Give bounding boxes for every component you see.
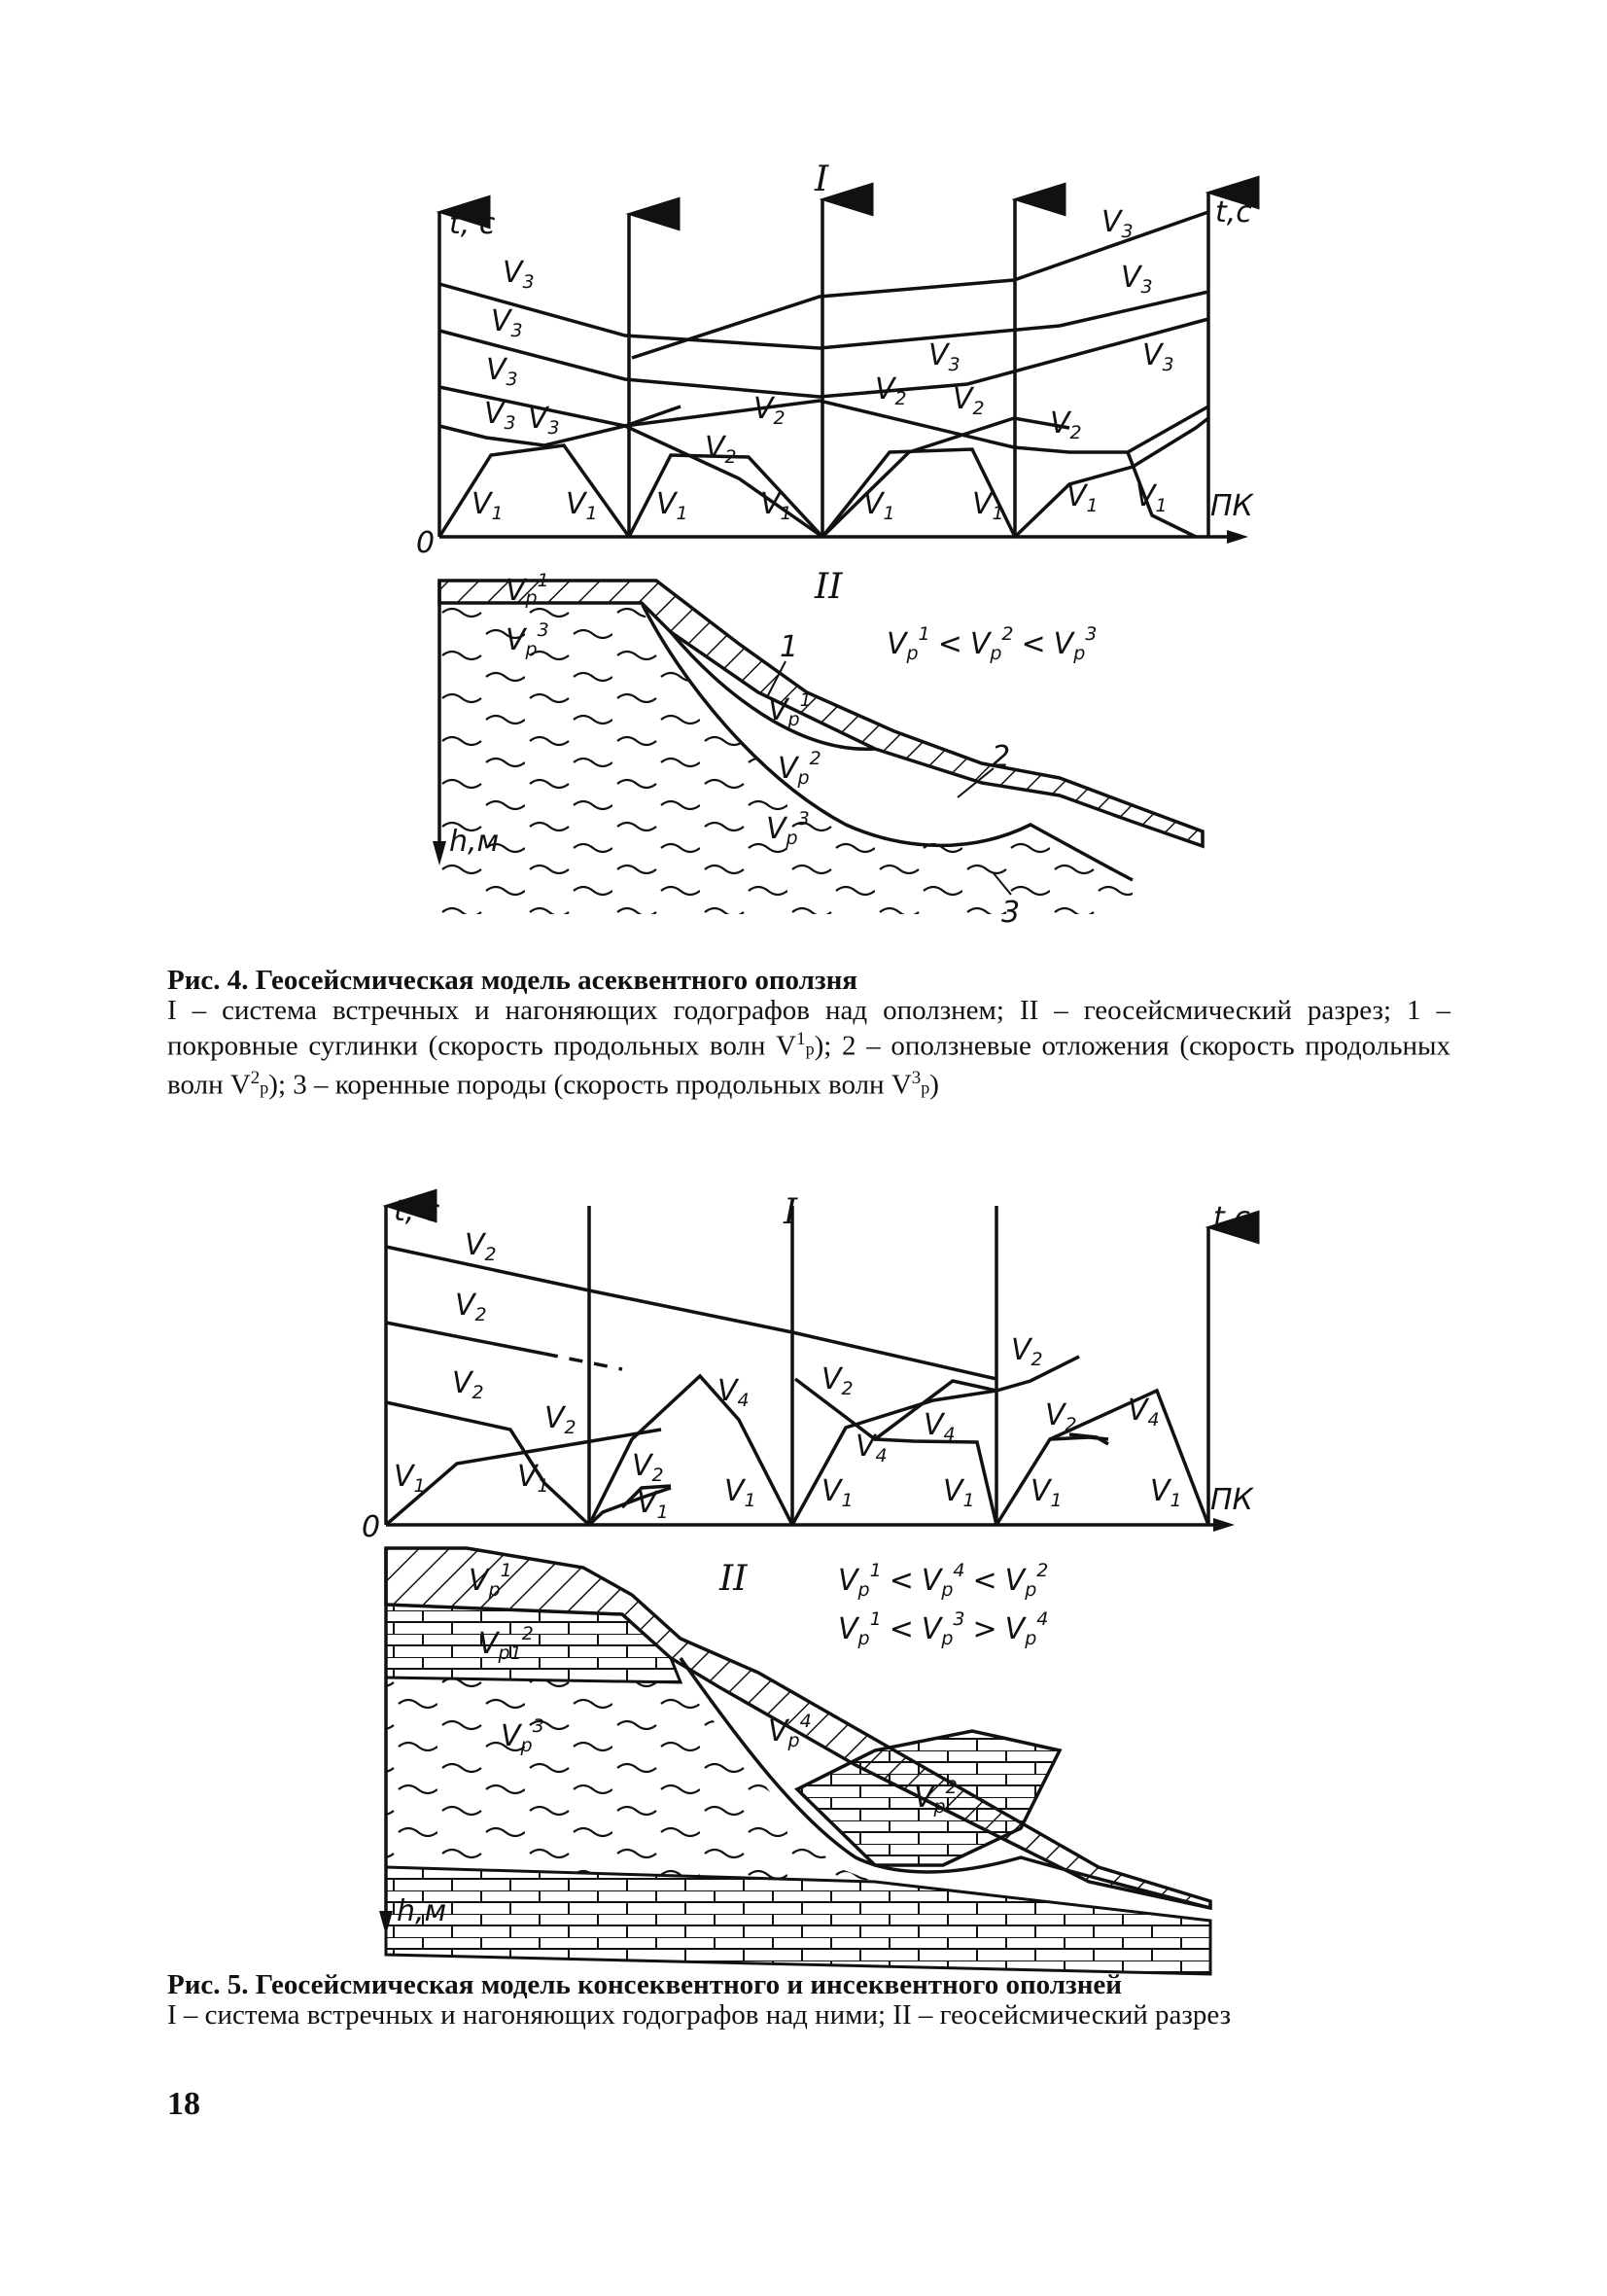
fig5-roman-II: II (719, 1559, 748, 1599)
svg-text:V1: $V_1$ (394, 1460, 426, 1497)
svg-text:V2: $V_2$ (1045, 1398, 1077, 1435)
fig5-axis-label-right: t,c (1213, 1201, 1250, 1235)
fig5-vp4-label: $V_p^4$ (768, 1711, 812, 1751)
svg-text:V3: $V_3$ (1101, 205, 1134, 242)
svg-text:V4: $V_4$ (856, 1430, 888, 1466)
fig5-origin-label: 0 (362, 1510, 381, 1544)
svg-text:V2: $V_2$ (1011, 1333, 1043, 1370)
fig4-axis-label-right: t,c (1215, 195, 1252, 230)
svg-text:V2: $V_2$ (455, 1289, 487, 1325)
svg-text:V2: $V_2$ (1050, 406, 1082, 443)
fig5-caption-title: Рис. 5. Геосейсмическая модель консеквентного и инсеквентного оползней (167, 1969, 1122, 2000)
fig4-origin-label: 0 (416, 526, 436, 560)
svg-text:V3: $V_3$ (486, 353, 518, 390)
fig4-axis-label-left: t, c (449, 207, 496, 241)
fig5-inequality-1: $V_p^1 < V_p^4 < V_p^2$ (838, 1560, 1049, 1601)
svg-text:V4: $V_4$ (924, 1408, 956, 1445)
svg-text:V1: $V_1$ (1150, 1474, 1182, 1511)
svg-text:V1: $V_1$ (637, 1486, 669, 1523)
svg-text:V1: $V_1$ (760, 487, 792, 524)
fig4-vp3-bottom: $V_p^3$ (766, 808, 810, 849)
fig5-caption-body: I – система встречных и нагоняющих годографов над ними; II – геосейсмический разрез (167, 1999, 1232, 2031)
fig4-depth-label: h,м (449, 825, 500, 859)
svg-text:V2: $V_2$ (544, 1401, 576, 1438)
svg-text:V2: $V_2$ (632, 1449, 664, 1486)
svg-text:V1: $V_1$ (972, 487, 1004, 524)
svg-text:V1: $V_1$ (472, 487, 504, 524)
fig4-marker-3: 3 (1001, 896, 1021, 930)
svg-text:V3: $V_3$ (491, 304, 523, 341)
svg-text:V2: $V_2$ (705, 431, 737, 468)
fig5-vp3-label: $V_p^3$ (501, 1715, 544, 1756)
fig5-limestone-layer-bottom (386, 1867, 1210, 1974)
fig4-vp1-slope: $V_p^1$ (768, 689, 812, 730)
svg-text:V3: $V_3$ (528, 402, 560, 439)
fig5-roman-I: I (784, 1192, 798, 1232)
svg-text:V3: $V_3$ (928, 338, 961, 375)
fig5-vp2-block-label: $V_p^2$ (914, 1777, 958, 1818)
fig4-roman-I: I (815, 159, 829, 199)
fig5-vp1-label: $V_p^1$ (469, 1560, 512, 1601)
svg-text:V3: $V_3$ (1121, 261, 1153, 298)
svg-text:V2: $V_2$ (953, 382, 985, 419)
fig4-marker-1: 1 (780, 630, 799, 664)
fig5-caption (167, 1969, 1450, 2030)
svg-text:V2: $V_2$ (821, 1362, 854, 1399)
svg-text:V3: $V_3$ (1142, 338, 1174, 375)
fig4-vp3-left: $V_p^3$ (506, 619, 549, 660)
svg-text:V3: $V_3$ (484, 397, 516, 434)
svg-text:V4: $V_4$ (1128, 1394, 1160, 1431)
fig5-vp1-2-label: $V_{p1}^2$ (478, 1623, 534, 1664)
fig4-roman-II: II (815, 567, 843, 607)
svg-text:V1: $V_1$ (656, 487, 688, 524)
svg-text:V1: $V_1$ (724, 1474, 756, 1511)
fig5-distance-label: ПК (1210, 1483, 1253, 1517)
svg-text:V3: $V_3$ (503, 256, 535, 293)
svg-text:V1: $V_1$ (1135, 479, 1168, 516)
svg-text:V1: $V_1$ (566, 487, 598, 524)
svg-text:V1: $V_1$ (1066, 479, 1099, 516)
svg-text:V2: $V_2$ (465, 1228, 497, 1265)
fig4-vp1-top: Vp$^1$ (506, 570, 549, 609)
fig5-axis-label-left: t, c (394, 1194, 440, 1228)
fig4-vp2-slope: $V_p^2$ (778, 748, 821, 789)
svg-text:V2: $V_2$ (875, 372, 907, 409)
fig4-inequality: $V_p^1 < V_p^2 < V_p^3$ (887, 623, 1098, 664)
svg-text:V2: $V_2$ (753, 392, 786, 429)
page-number: 18 (167, 2086, 200, 2122)
fig4-marker-2: 2 (992, 740, 1011, 774)
svg-text:V1: $V_1$ (821, 1474, 854, 1511)
fig4-caption-title: Рис. 4. Геосейсмическая модель асеквентного оползня (167, 965, 857, 996)
fig5-inequality-2: $V_p^1 < V_p^3 > V_p^4$ (838, 1608, 1049, 1649)
svg-text:V1: $V_1$ (863, 487, 895, 524)
svg-text:V2: $V_2$ (452, 1366, 484, 1403)
svg-text:V1: $V_1$ (943, 1474, 975, 1511)
svg-text:V4: $V_4$ (717, 1374, 750, 1411)
fig4-caption-body: I – система встречных и нагоняющих годографов над оползнем; II – геосейсмический разрез; 1 – покровные суглинки (скорость продольных волн $V^1p$); 2 – оползневые отложения (скорость продольных волн $V^2p$); 3 – коренные породы (скорость продольных волн $V^3p$) (167, 995, 1450, 1101)
fig5-depth-label: h,м (397, 1894, 447, 1928)
svg-text:V1: $V_1$ (1031, 1474, 1063, 1511)
svg-text:V1: $V_1$ (517, 1460, 549, 1497)
fig4-distance-label: ПК (1210, 489, 1253, 523)
